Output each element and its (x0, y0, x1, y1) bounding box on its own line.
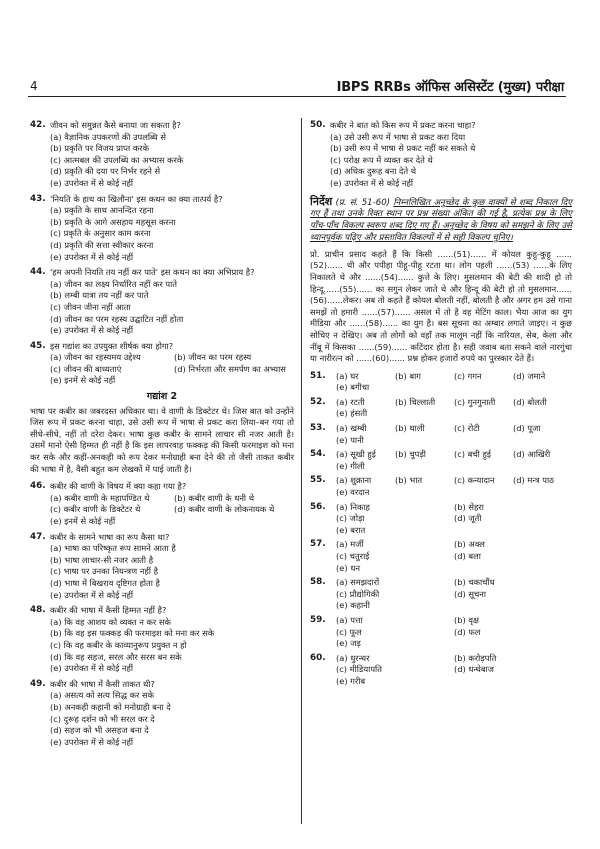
column-divider (301, 118, 302, 824)
option-d: (d) धन्धेबाज (454, 664, 494, 675)
option-b: (b) चिल्लाती (395, 396, 436, 407)
option-d: (d) पूजा (513, 423, 541, 434)
question-number: 53. (310, 423, 326, 434)
option-c: (c) चतुराई (336, 551, 370, 561)
option-a: (a) मर्जी (336, 539, 364, 550)
option-c: (c) रोटी (454, 423, 480, 434)
question-number: 57. (310, 539, 326, 550)
option-b: (b) उसी रूप में भाषा से प्रकट नहीं कर सकते थे (330, 143, 476, 154)
question-number: 56. (310, 501, 326, 512)
option-grid (336, 577, 572, 612)
option-a: (a) कबीर वाणी के महापण्डित थे (50, 492, 150, 503)
question-54 (310, 449, 572, 472)
option-e: (e) उपरोक्त में से कोई नहीं (50, 177, 134, 188)
option-b: (b) जीवन का परम रहस्य (174, 352, 252, 363)
question-number: 58. (310, 577, 326, 588)
option-a: (a) कि वह आशय को व्यक्त न कर सके (50, 616, 171, 627)
option-grid (336, 449, 572, 472)
option-a: (a) रटती (336, 396, 365, 407)
option-d: (d) कबीर वाणी के लोकनायक थे (174, 504, 275, 515)
option-e: (e) उपरोक्त में से कोई नहीं (50, 251, 134, 262)
option-b: (b) बाग (395, 370, 421, 381)
option-e: (e) इनमें से कोई नहीं (50, 516, 116, 526)
directions-lead: निर्देश (310, 194, 333, 208)
option-b: (b) चकाचौंध (454, 577, 495, 588)
option-e: (e) उपरोक्त में से कोई नहीं (50, 589, 134, 600)
option-a: (a) सूखी हुई (336, 449, 376, 460)
option-d: (d) बोलती (513, 396, 547, 407)
option-b: (b) अक्ल (454, 539, 485, 550)
question-45 (30, 341, 294, 387)
option-a: (a) वैज्ञानिक उपकरणों की उपलब्धि से (50, 131, 166, 142)
option-b: (b) वृक्ष (454, 614, 479, 625)
option-d: (d) प्रकृति की दया पर निर्भर रहने से (50, 166, 161, 177)
option-b: (b) लम्बी यात्रा तय नहीं कर पाते (50, 290, 149, 301)
option-e: (e) इनमें से कोई नहीं (50, 375, 116, 386)
option-d: (d) जीवन का परम रहस्य उद्घाटित नहीं होता (50, 313, 184, 324)
question-52 (310, 397, 572, 420)
option-d: (d) निर्भरता और समर्पण का अभ्यास (174, 363, 286, 374)
header-rule (28, 96, 566, 97)
option-b: (b) करोड़पति (454, 652, 497, 663)
option-d: (d) भाषा में बिखराव दृष्टिगत होता है (50, 577, 160, 588)
option-d: (d) सहज को भी असहज बना दे (50, 725, 149, 736)
option-b: (b) अनकही कहानी को मनोग्राही बना दे (50, 701, 171, 712)
option-a: (a) प्रकृति के साथ आनन्दित रहना (50, 205, 154, 216)
left-column (30, 120, 294, 752)
option-a: (a) निकाह (336, 501, 370, 512)
cloze-passage: प्रो. प्राचीन प्रसाद कहते हैं कि किसी ......(51)...... में कोयल कुहु-कुहु ......(52)...... थी और पपीहा पीहू-पीहू रटता था। लोग पहली ......(53) ......के लिए निकालते थे और ......(54)...... कुत्ते के लिए। मुसलमान की बेटी की शादी हो तो हिन्दू......(55)...... का सगुन लेकर जाते थे और हिन्दू की बेटी हो तो मुसलमान......(56)......लेकर। अब तो कहते हैं कोयल बोलती नहीं, बोलती है और अगर हम उसे गाना समझें तो हमारी ......(57)...... असल में तो है वह मेटिंग काल। भैया आज का युग मीडिया और ......(58)...... का युग है। बस सूचना का अम्बार लगाते जाइए। न कुछ सोचिए न देखिए। अब तो लोगों को वहाँ तक मालूम नहीं कि नारियल, सेब, केला और नींबू में किसका ......(59)...... कटिंदार होता है। सही जवाब बता सकने वाले नारगुंचा या नारीरत्न को ......(60)...... प्रश्न होकर हजारों रुपये का पुरस्कार देते हैं। (310, 248, 572, 364)
option-a: (a) समझदारों (336, 577, 380, 588)
option-d: (d) बला (454, 551, 481, 561)
question-48 (30, 605, 294, 675)
option-c: (c) आत्मबल की उपलब्धि का अभ्यास करके (50, 154, 184, 165)
option-a: (a) घर (336, 370, 359, 381)
option-a: (a) जीवन का रहस्यमय उद्देश्य (50, 352, 141, 363)
option-e: (e) जड़ (336, 638, 361, 649)
question-47 (30, 532, 294, 602)
option-d: (d) आखिरी (513, 449, 551, 460)
option-c: (c) फूल (336, 626, 362, 637)
option-c: (c) जीवन जीना नहीं आता (50, 301, 131, 312)
option-d: (d) जूती (454, 513, 482, 524)
option-e: (e) बरात (336, 524, 366, 535)
option-d: (d) अधिक दुरूह बना देते थे (330, 166, 417, 177)
question-56 (310, 502, 572, 537)
option-c: (c) कबीर वाणी के डिक्टेटर थे (50, 504, 141, 515)
question-stem: जीवन को समुन्नत कैसे बनाया जा सकता है? (50, 120, 181, 130)
option-c: (c) मीडियापति (336, 664, 382, 675)
option-b: (b) चुपड़ी (395, 449, 426, 460)
option-a: (a) शुक्राना (336, 475, 372, 486)
question-43 (30, 194, 294, 264)
option-e: (e) वरदान (336, 487, 370, 498)
question-number: 44. (30, 267, 46, 278)
option-grid (336, 615, 572, 650)
option-b: (b) कि वह इस फक्कड़ की फरमाइश को मना कर सके (50, 628, 215, 639)
option-c: (c) गुनगुनाती (454, 396, 496, 407)
option-c: (c) दुरूह दर्शन को भी सरल कर दे (50, 713, 155, 724)
option-e: (e) उपरोक्त में से कोई नहीं (330, 177, 414, 188)
question-stem: कबीर की भाषा में कैसी हिम्मत नहीं है? (50, 605, 167, 616)
passage-text: भाषा पर कबीर का जबरदस्त अधिकार था। वे वाणी के डिक्टेटर थे। जिस बात को उन्होंने जिस रूप में प्रकट करना चाहा, उसे उसी रूप में भाषा से प्रकट करा लिया–बन गया तो सीधे-सीधे, नहीं तो दरेरा देकर। भाषा कुछ कबीर के सामने लाचार सी नजर आती है। उसमें मानो ऐसी हिम्मत ही नहीं है कि इस लापरवाह फक्कड़ की किसी फरमाइश को मना कर सके और कहीं-अनकही को रूप देकर मनोग्राही बना देने की तो जैसी ताकत कबीर की भाषा में है, वैसी बहुत कम लेखकों में पाई जाती है। (30, 405, 294, 474)
option-a: (a) असत्य को सत्य सिद्ध कर सके (50, 690, 155, 701)
option-c: (c) कि वह कबीर के काव्यानुरूप प्रयुक्त न हो (50, 639, 187, 650)
option-d: (d) फल (454, 626, 481, 637)
option-c: (c) गगन (454, 370, 482, 381)
option-b: (b) भात (395, 475, 423, 486)
option-e: (e) उपरोक्त में से कोई नहीं (50, 663, 134, 674)
option-e: (e) पानी (336, 434, 364, 445)
question-stem: कबीर के सामने भाषा का रूप कैसा था? (50, 531, 170, 542)
option-grid (336, 539, 572, 574)
option-grid (336, 502, 572, 537)
question-50 (310, 120, 572, 190)
question-number: 49. (30, 678, 46, 689)
option-grid (336, 397, 572, 420)
option-grid (336, 423, 572, 446)
question-number: 48. (30, 605, 46, 616)
question-57 (310, 539, 572, 574)
question-60 (310, 653, 572, 688)
question-number: 46. (30, 481, 46, 492)
option-a: (a) उसे उसी रूप में भाषा से प्रकट करा दिया (330, 131, 466, 142)
option-e: (e) हंसती (336, 408, 368, 419)
directions-text: निम्नलिखित अनुच्छेद के कुछ वाक्यों से शब्द निकाल दिए गए हैं तथा उनके रिक्त स्थान पर प्रश्न संख्या अंकित की गई है, प्रत्येक प्रश्न के लिए पाँच-पाँच विकल्प स्वरूप शब्द दिए गए हैं। अनुच्छेद के विषय को समझने के लिए उसे ध्यानपूर्वक पढ़िए और प्रस्तावित विकल्पों में से सही विकल्प चुनिए। (310, 197, 572, 243)
question-stem: इस गद्यांश का उपयुक्त शीर्षक क्या होगा? (50, 340, 174, 351)
question-number: 59. (310, 614, 326, 625)
option-b: (b) थाली (395, 423, 425, 434)
option-c: (c) जीवन की बाध्यताएं (50, 363, 122, 374)
question-42 (30, 120, 294, 190)
option-a: (a) धुरन्धर (336, 652, 370, 663)
passage-title: गद्यांश 2 (146, 391, 178, 403)
option-c: (c) प्रकृति के अनुसार काम करना (50, 228, 151, 239)
question-51 (310, 371, 572, 394)
question-number: 43. (30, 193, 46, 204)
question-number: 50. (310, 120, 326, 130)
option-grid (336, 371, 572, 394)
option-b: (b) प्रकृति पर विजय प्राप्त करके (50, 143, 150, 154)
question-49 (30, 679, 294, 749)
question-number: 45. (30, 340, 46, 351)
question-53 (310, 423, 572, 446)
option-b: (b) कबीर वाणी के धनी थे (174, 492, 255, 503)
option-b: (b) सेहरा (454, 501, 484, 512)
option-d: (d) जमाने (513, 370, 546, 381)
question-44 (30, 267, 294, 337)
option-d: (d) कि वह सहज, सरल और सरस बन सके (50, 651, 182, 662)
option-d: (d) मन्त्र पाठ (513, 475, 554, 486)
page-number: 4 (30, 79, 38, 93)
question-stem: कबीर की वाणी के विषय में क्या कहा गया है? (50, 481, 187, 492)
option-c: (c) प्रौद्योगिकी (336, 588, 380, 599)
option-e: (e) गीली (336, 460, 365, 471)
question-number: 55. (310, 475, 326, 486)
question-59 (310, 615, 572, 650)
option-e: (e) उपरोक्त में से कोई नहीं (50, 325, 134, 336)
option-c: (c) कन्यादान (454, 475, 495, 486)
option-e: (e) कहानी (336, 600, 370, 611)
directions-block (310, 196, 572, 245)
vocab-question-list (310, 371, 572, 688)
question-number: 42. (30, 120, 46, 130)
option-b: (b) भाषा लाचार-सी नजर आती है (50, 554, 154, 565)
question-stem: कबीर ने बात को किस रूप में प्रकट करना चाहा? (330, 120, 476, 130)
question-stem: 'हम अपनी नियति तय नहीं कर पाते' इस कथन का क्या अभिप्राय है? (50, 267, 255, 278)
question-stem: 'नियति के हाथ का खिलौना' इस कथन का क्या तात्पर्य है? (50, 193, 223, 204)
option-grid (336, 653, 572, 688)
option-c: (c) परोक्ष रूप में व्यक्त कर देते थे (330, 154, 433, 165)
option-e: (e) उपरोक्त में से कोई नहीं (50, 736, 134, 747)
question-46 (30, 481, 294, 527)
option-c: (c) भाषा पर उनका नियन्त्रण नहीं है (50, 566, 158, 577)
question-number: 52. (310, 396, 326, 407)
option-a: (a) भाषा का परिष्कृत रूप सामने आता है (50, 543, 176, 554)
option-grid (336, 475, 572, 498)
option-e: (e) गरीब (336, 675, 366, 686)
right-column (310, 120, 572, 691)
question-number: 54. (310, 449, 326, 460)
question-number: 60. (310, 652, 326, 663)
question-stem: कबीर की भाषा में कैसी ताकत थी? (50, 678, 155, 689)
option-e: (e) बगीचा (336, 382, 370, 393)
option-c: (c) बची हुई (454, 449, 491, 460)
option-a: (a) खम्बी (336, 423, 367, 434)
option-c: (c) जोड़ा (336, 513, 365, 524)
option-b: (b) प्रकृति के आगे असहाय महसूस करना (50, 216, 176, 227)
running-header-title: IBPS RRBs ऑफिस असिस्टेंट (मुख्य) परीक्षा (336, 80, 564, 95)
question-58 (310, 577, 572, 612)
question-55 (310, 475, 572, 498)
option-e: (e) धन (336, 562, 360, 573)
question-number: 47. (30, 531, 46, 542)
option-d: (d) प्रकृति की सत्ता स्वीकार करना (50, 239, 154, 250)
option-d: (d) सूचना (454, 588, 487, 599)
question-number: 51. (310, 370, 326, 381)
option-a: (a) जीवन का लक्ष्य निर्धारित नहीं कर पाते (50, 278, 177, 289)
directions-range: (प्र. सं. 51-60) (332, 197, 394, 208)
option-a: (a) पत्ता (336, 614, 363, 625)
